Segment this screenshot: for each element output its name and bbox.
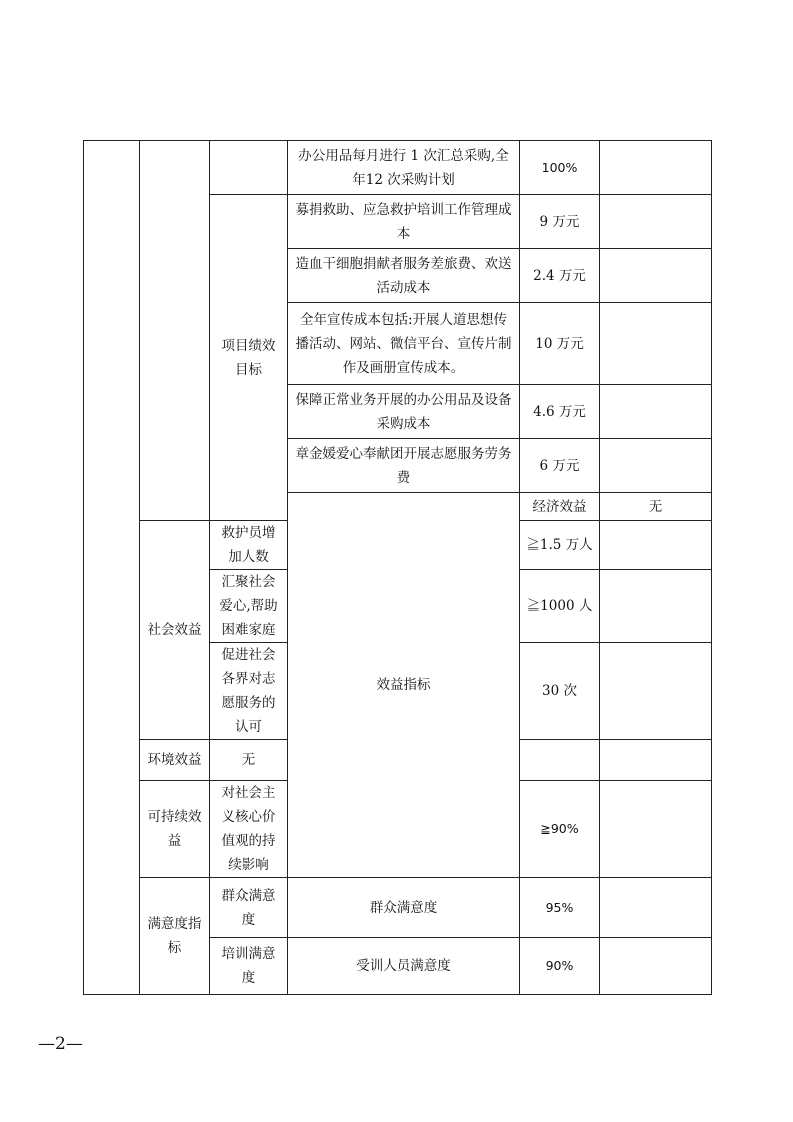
blank-cell [140, 141, 210, 521]
value-cell: 30 次 [520, 643, 600, 740]
value-cell: 9 万元 [520, 195, 600, 249]
value-cell: ≧1000 人 [520, 570, 600, 643]
content-cell: 群众满意度 [288, 878, 520, 938]
note-cell [600, 385, 712, 439]
satisfaction-label: 满意度指标 [140, 878, 210, 995]
project-goal-label: 项目绩效目标 [210, 195, 288, 521]
value-cell: 2.4 万元 [520, 249, 600, 303]
note-cell [600, 195, 712, 249]
economic-label: 经济效益 [520, 493, 600, 521]
training-sat-label: 培训满意度 [210, 938, 288, 995]
note-cell [600, 439, 712, 493]
value-cell [520, 740, 600, 781]
performance-table [83, 140, 712, 995]
sustainable-label: 可持续效益 [140, 781, 210, 878]
value-cell: ≧90% [520, 781, 600, 878]
content-cell: 造血干细胞捐献者服务差旅费、欢送活动成本 [288, 249, 520, 303]
value-cell: 10 万元 [520, 303, 600, 385]
content-cell: 办公用品每月进行 1 次汇总采购,全年12 次采购计划 [288, 141, 520, 195]
content-cell: 汇聚社会爱心,帮助困难家庭 [210, 570, 288, 643]
page-number: —2— [38, 1034, 83, 1054]
note-cell [600, 878, 712, 938]
benefit-label: 效益指标 [288, 493, 520, 878]
note-cell [600, 570, 712, 643]
note-cell [600, 643, 712, 740]
value-cell: 100% [520, 141, 600, 195]
value-cell: 95% [520, 878, 600, 938]
content-cell: 对社会主义核心价值观的持续影响 [210, 781, 288, 878]
content-cell: 无 [600, 493, 712, 521]
content-cell: 受训人员满意度 [288, 938, 520, 995]
content-cell: 全年宣传成本包括:开展人道思想传播活动、网站、微信平台、宣传片制作及画册宣传成本。 [288, 303, 520, 385]
content-cell: 保障正常业务开展的办公用品及设备采购成本 [288, 385, 520, 439]
content-cell: 救护员增加人数 [210, 521, 288, 570]
value-cell: 4.6 万元 [520, 385, 600, 439]
table-row [84, 878, 712, 938]
note-cell [600, 781, 712, 878]
note-cell [600, 249, 712, 303]
note-cell [600, 740, 712, 781]
value-cell: ≧1.5 万人 [520, 521, 600, 570]
social-label: 社会效益 [140, 521, 210, 740]
public-sat-label: 群众满意度 [210, 878, 288, 938]
note-cell [600, 141, 712, 195]
environmental-label: 环境效益 [140, 740, 210, 781]
note-cell [600, 938, 712, 995]
content-cell: 募捐救助、应急救护培训工作管理成本 [288, 195, 520, 249]
content-cell: 促进社会各界对志愿服务的认可 [210, 643, 288, 740]
blank-cell [210, 141, 288, 195]
content-cell: 章金媛爱心奉献团开展志愿服务劳务费 [288, 439, 520, 493]
content-cell: 无 [210, 740, 288, 781]
note-cell [600, 303, 712, 385]
blank-cell [84, 141, 140, 995]
table-row [84, 141, 712, 195]
note-cell [600, 521, 712, 570]
value-cell: 90% [520, 938, 600, 995]
value-cell: 6 万元 [520, 439, 600, 493]
